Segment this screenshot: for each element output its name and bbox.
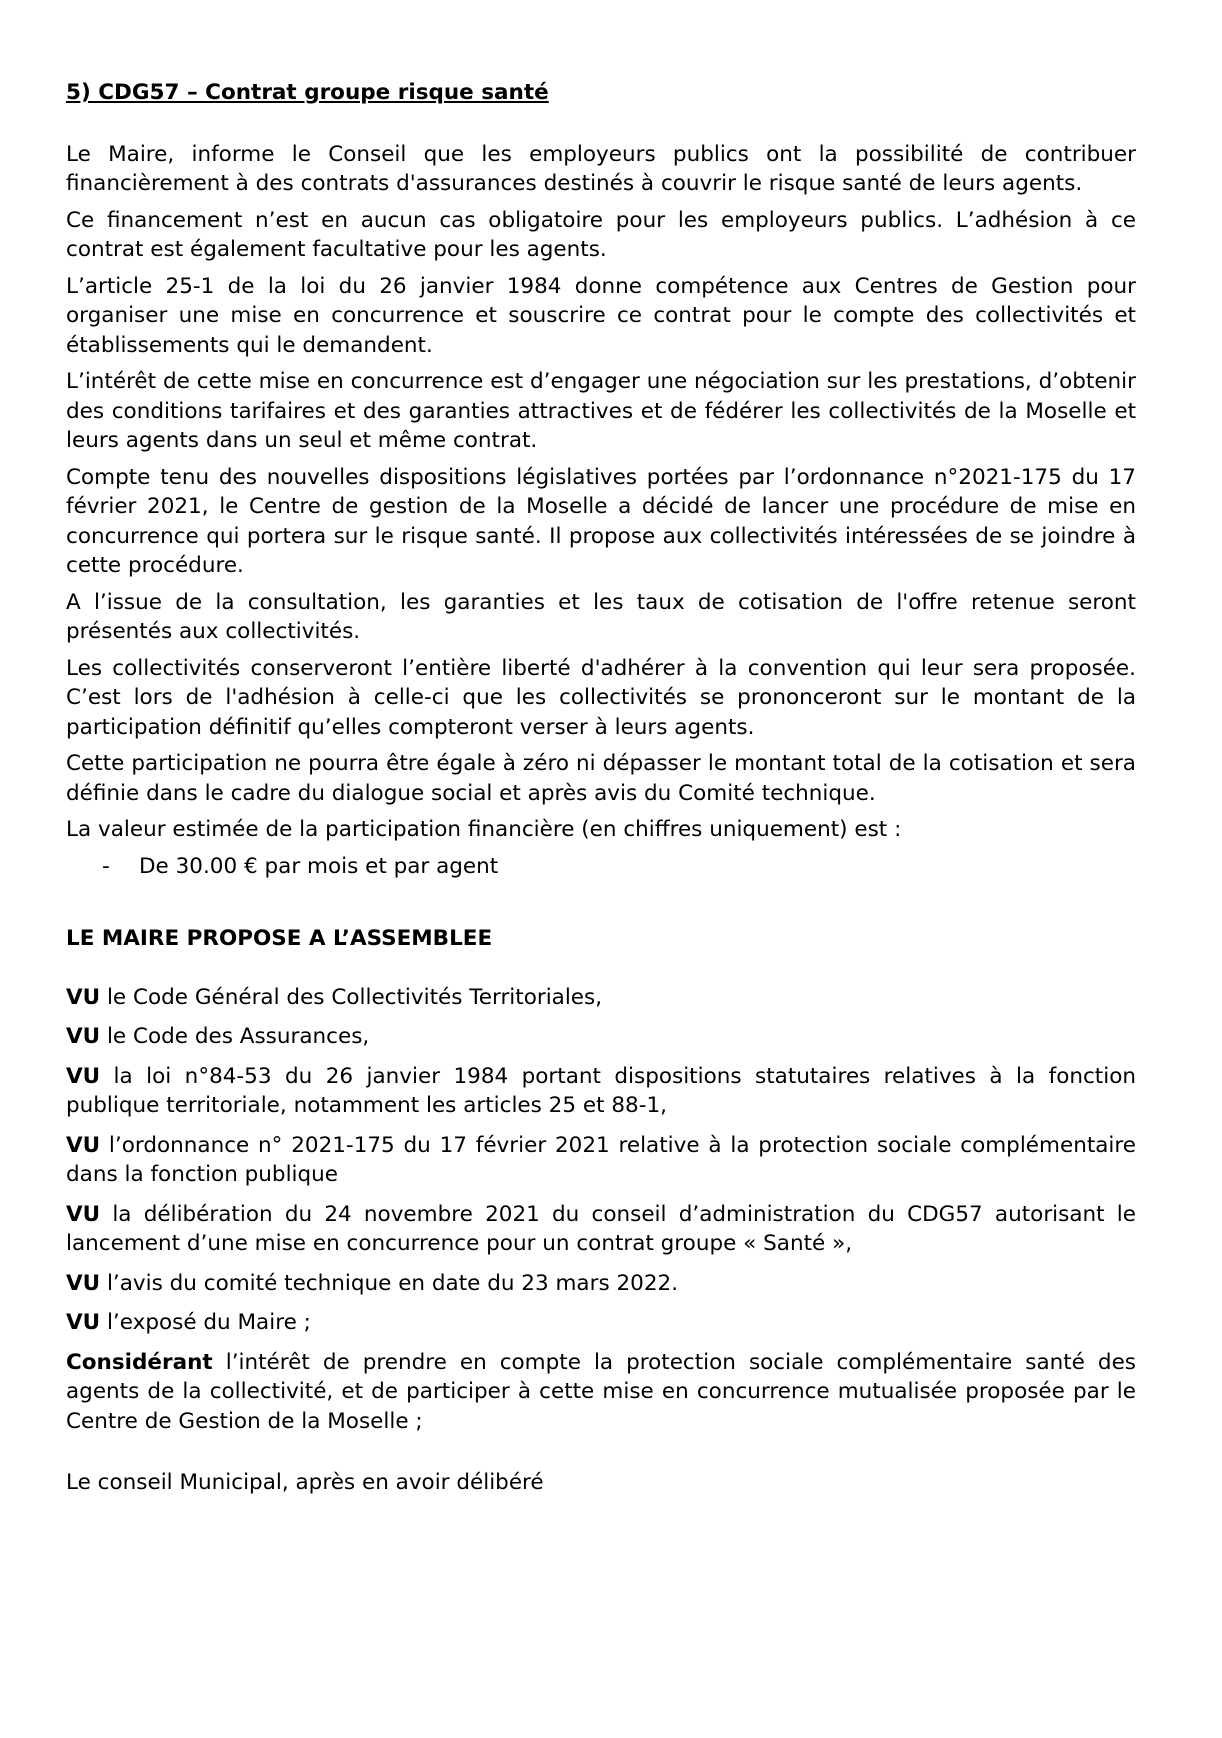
closing-line: Le conseil Municipal, après en avoir délibéré bbox=[66, 1470, 544, 1495]
paragraph-financing: Ce financement n’est en aucun cas obligatoire pour les employeurs publics. L’adhésion à ce contrat est également facultative pour les agents. bbox=[66, 207, 1136, 262]
vu-label: VU bbox=[66, 1063, 101, 1089]
bullet-dash: - bbox=[102, 853, 110, 879]
vu-label: VU bbox=[66, 1310, 101, 1335]
vu-label: VU bbox=[66, 984, 101, 1010]
paragraph-participation: Cette participation ne pourra être égale à zéro ni dépasser le montant total de la cotisation et sera définie dans le cadre du dialogue social et après avis du Comité technique. bbox=[66, 751, 1136, 806]
considerant-item bbox=[66, 1348, 1136, 1437]
vu-text: l’exposé du Maire ; bbox=[100, 1310, 311, 1335]
vu-item bbox=[66, 1022, 1136, 1052]
document-page bbox=[66, 78, 1136, 1505]
section-title: 5) CDG57 – Contrat groupe risque santé bbox=[66, 80, 549, 105]
vu-text: la délibération du 24 novembre 2021 du conseil d’administration du CDG57 autorisant le lancement d’une mise en concurrence pour un contrat groupe « Santé », bbox=[66, 1201, 1136, 1256]
vu-item bbox=[66, 983, 1136, 1013]
vu-label: VU bbox=[66, 1201, 101, 1227]
list-item bbox=[66, 852, 1136, 882]
considerant-text: l’intérêt de prendre en compte la protection sociale complémentaire santé des agents de la collectivité, et de participer à cette mise en concurrence mutualisée proposée par le Centre de Gestion de la Moselle ; bbox=[66, 1349, 1136, 1434]
vu-text: le Code Général des Collectivités Territoriales, bbox=[100, 984, 603, 1010]
vu-item bbox=[66, 1062, 1136, 1121]
vu-label: VU bbox=[66, 1024, 101, 1049]
vu-item bbox=[66, 1131, 1136, 1190]
vu-text: l’avis du comité technique en date du 23 mars 2022. bbox=[100, 1270, 679, 1296]
vu-text: le Code des Assurances, bbox=[100, 1024, 370, 1049]
vu-text: la loi n°84-53 du 26 janvier 1984 portant dispositions statutaires relatives à la fonction publique territoriale, notamment les articles 25 et 88-1, bbox=[66, 1063, 1136, 1118]
vu-item bbox=[66, 1269, 1136, 1299]
vu-item bbox=[66, 1308, 1136, 1338]
paragraph-estimated-value: La valeur estimée de la participation financière (en chiffres uniquement) est : bbox=[66, 817, 902, 842]
bullet-text: De 30.00 € par mois et par agent bbox=[139, 853, 499, 879]
paragraph-liberty: Les collectivités conserveront l’entière liberté d'adhérer à la convention qui leur sera proposée. C’est lors de l'adhésion à celle-ci que les collectivités se prononceront sur le montant de la participation définitif qu’elles compteront verser à leurs agents. bbox=[66, 655, 1136, 740]
considerant-label: Considérant bbox=[66, 1349, 213, 1375]
vu-text: l’ordonnance n° 2021-175 du 17 février 2021 relative à la protection sociale complémentaire dans la fonction publique bbox=[66, 1132, 1136, 1187]
paragraph-intro: Le Maire, informe le Conseil que les employeurs publics ont la possibilité de contribuer financièrement à des contrats d'assurances destinés à couvrir le risque santé de leurs agents. bbox=[66, 141, 1136, 196]
paragraph-article: L’article 25-1 de la loi du 26 janvier 1984 donne compétence aux Centres de Gestion pour organiser une mise en concurrence et souscrire ce contrat pour le compte des collectivités et établissements qui le demandent. bbox=[66, 273, 1136, 358]
proposal-heading: LE MAIRE PROPOSE A L’ASSEMBLEE bbox=[66, 926, 493, 951]
paragraph-consultation: A l’issue de la consultation, les garanties et les taux de cotisation de l'offre retenue seront présentés aux collectivités. bbox=[66, 589, 1136, 644]
vu-item bbox=[66, 1200, 1136, 1259]
paragraph-ordinance: Compte tenu des nouvelles dispositions législatives portées par l’ordonnance n°2021-175 du 17 février 2021, le Centre de gestion de la Moselle a décidé de lancer une procédure de mise en concurrence qui portera sur le risque santé. Il propose aux collectivités intéressées de se joindre à cette procédure. bbox=[66, 464, 1136, 578]
vu-label: VU bbox=[66, 1270, 101, 1296]
vu-label: VU bbox=[66, 1132, 101, 1158]
paragraph-interest: L’intérêt de cette mise en concurrence est d’engager une négociation sur les prestations, d’obtenir des conditions tarifaires et des garanties attractives et de fédérer les collectivités de la Moselle et leurs agents dans un seul et même contrat. bbox=[66, 369, 1136, 453]
